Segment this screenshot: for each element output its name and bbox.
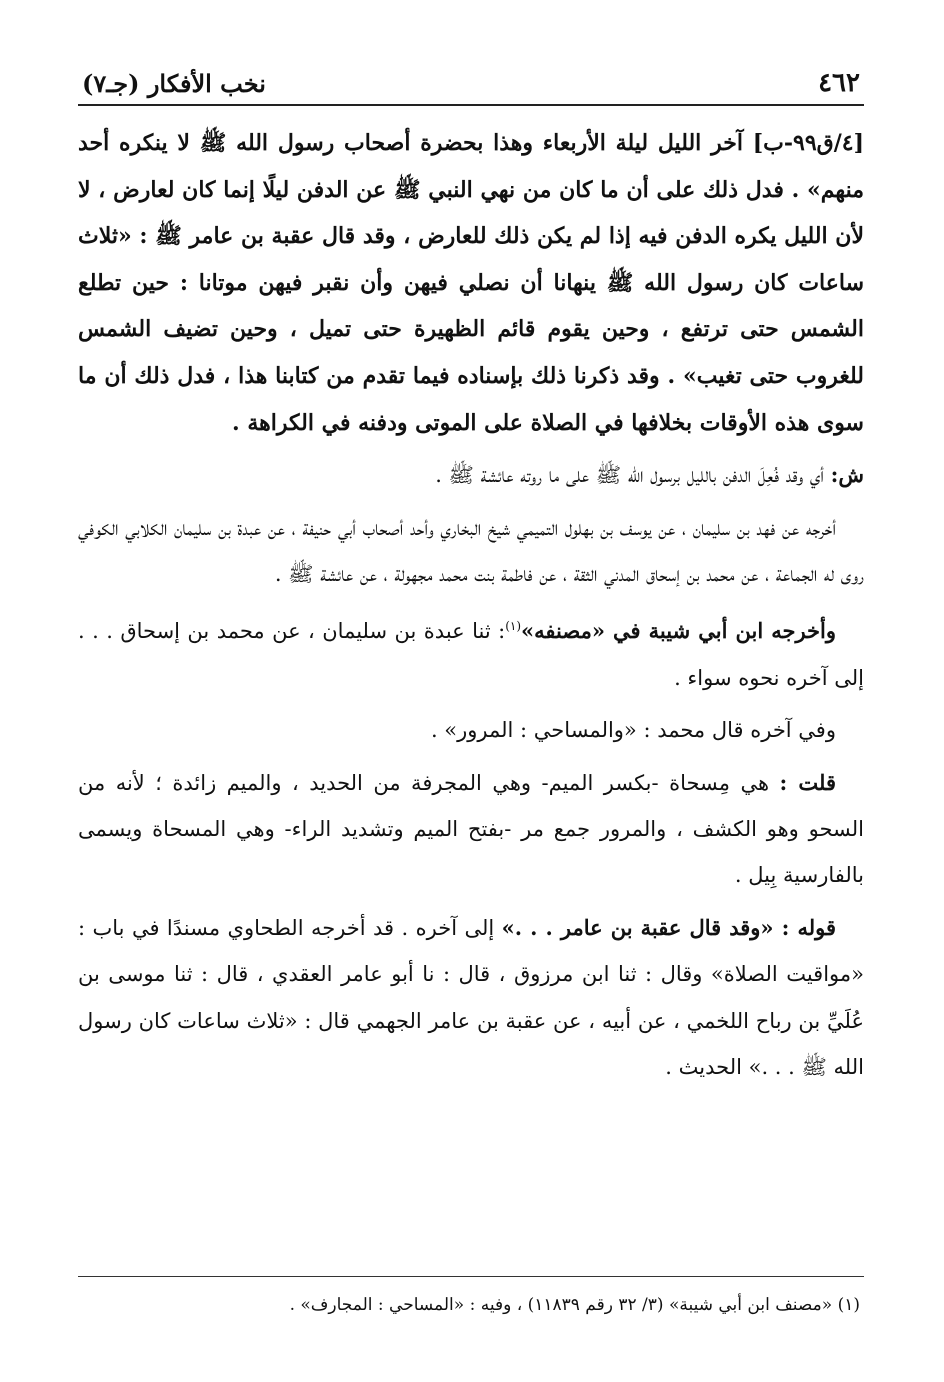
paragraph-text: : ثنا عبدة بن سليمان ، عن محمد بن إسحاق . . . إلى آخره نحوه سواء .: [78, 619, 864, 690]
paragraph-lead: وأخرجه ابن أبي شيبة في «مصنفه»: [521, 618, 836, 644]
running-header: [78, 58, 864, 106]
book-title: نخب الأفكار (جـ٧): [82, 69, 266, 98]
footnote-marker: (١): [505, 619, 522, 634]
paragraph-4: [78, 603, 864, 701]
paragraph-2: [78, 452, 864, 498]
paragraph-5: [78, 707, 864, 753]
paragraph-text: إلى آخره . قد أخرجه الطحاوي مسندًا في باب : «مواقيت الصلاة» وقال : ثنا ابن مرزوق ، قال : نا أبو عامر العقدي ، قال : ثنا موسى بن عُلَيِّ بن رباح اللخمي ، عن أبيه ، عن عقبة بن عامر الجهمي قال : «ثلاث ساعات كان رسول الله ﷺ . . .» الحديث .: [78, 915, 864, 1080]
paragraph-lead: ش:: [830, 462, 864, 488]
book-page: [78, 58, 864, 1382]
paragraph-text: أي وقد فُعِلَ الدفن بالليل برسول الله ﷺ على ما روته عائشة ﷺ .: [435, 463, 831, 488]
paragraph-lead: قلت :: [779, 769, 836, 795]
paragraph-1: [78, 120, 864, 446]
footnote-divider: [78, 1276, 864, 1277]
paragraph-6: [78, 760, 864, 899]
paragraph-text: وفي آخره قال محمد : «والمساحي : المرور» .: [430, 718, 836, 743]
paragraph-text: هي مِسحاة -بكسر الميم- وهي المجرفة من الحديد ، والميم زائدة ؛ لأنه من السحو وهو الكشف ، والمرور جمع مر -بفتح الميم وتشديد الراء- وهي المسحاة ويسمى بالفارسية بِيل .: [78, 770, 864, 888]
paragraph-lead: قوله : «وقد قال عقبة بن عامر . . .»: [501, 914, 836, 940]
paragraph-7: [78, 905, 864, 1091]
paragraph-text: [٤/ق٩٩-ب] آخر الليل ليلة الأربعاء وهذا بحضرة أصحاب رسول الله ﷺ لا ينكره أحد منهم» . فدل ذلك على أن ما كان من نهي النبي ﷺ عن الدفن ليلًا إنما كان لعارض ، لا لأن الليل يكره الدفن فيه إذا لم يكن ذلك للعارض ، وقد قال عقبة بن عامر ﷺ : «ثلاث ساعات كان رسول الله ﷺ ينهانا أن نصلي فيهن وأن نقبر فيهن موتانا : حين تطلع الشمس حتى ترتفع ، وحين يقوم قائم الظهيرة حتى تميل ، وحين تضيف الشمس للغروب حتى تغيب» . وقد ذكرنا ذلك بإسناده فيما تقدم من كتابنا هذا ، فدل ذلك أن ما سوى هذه الأوقات بخلافها في الصلاة على الموتى ودفنه في الكراهة .: [78, 130, 864, 436]
body-text: [78, 120, 864, 1090]
page-number: ٤٦٢: [818, 68, 860, 98]
paragraph-text: أخرجه عن فهد بن سليمان ، عن يوسف بن بهلول التميمي شيخ البخاري وأحد أصحاب أبي حنيفة ، عن عبدة بن سليمان الكلابي الكوفي روى له الجماعة ، عن محمد بن إسحاق المدني الثقة ، عن فاطمة بنت محمد مجهولة ، عن عائشة ﷺ .: [78, 515, 864, 586]
footnote: (١) «مصنف ابن أبي شيبة» (٣/ ٣٢ رقم ١١٨٣٩) ، وفيه : «المساحي : المجارف» .: [289, 1295, 860, 1315]
paragraph-3: [78, 505, 864, 598]
